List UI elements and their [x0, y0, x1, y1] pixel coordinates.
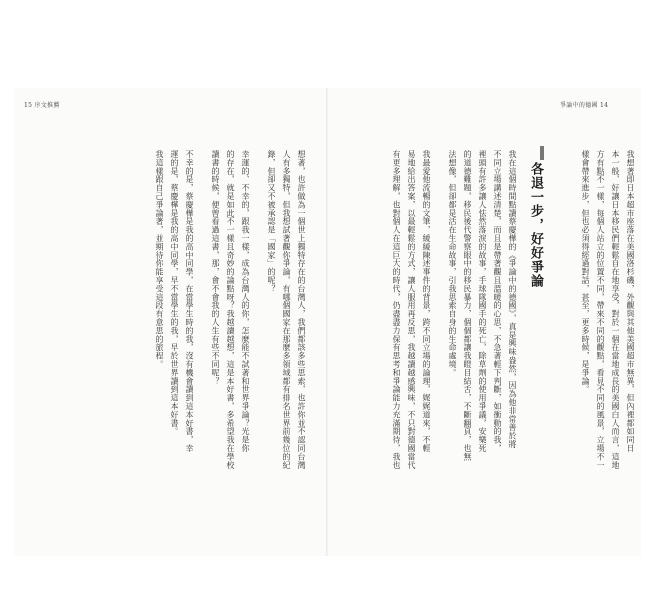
text-column: 讀書的時候，便曾看過這書，那，會不會我的人生有些不同呢？	[211, 150, 220, 386]
text-column: 樣會帶來進步，但也必須得經過對話，甚至，更多時候，是爭論。	[581, 150, 590, 394]
text-column: 的道德難題，移民後代警察眼中的移民暴力，個個都讓我瞪目結舌，不斷翻頁，也無	[463, 150, 472, 461]
text-column: 不同立場講述清楚，而且是帶著觀且溫暖的心思，不急著輕下判斷，如衝動的我，	[493, 150, 502, 453]
text-column: 我在這個時間點讀蔡慶樺的《爭論中的德國》，真是興味盎然，因為他非常善於將	[508, 150, 517, 449]
book-gutter	[326, 88, 328, 556]
paragraph-gap	[196, 150, 204, 455]
text-column: 有更多理解，也對個人在這巨大的時代，仍盡盡力保有思考和爭論能力充滿期待，我也	[392, 150, 401, 470]
text-column: 我最愛他流暢的文筆，緩緩陳述事件的背景，跨不同立場的論理，娓娓道來，不輕	[422, 150, 431, 453]
text-column: 的存在，就是如此不一樣且奇妙的論點呀？我越讀越想，這是本好書，多希望我在學校	[226, 150, 235, 470]
text-column: 方有點不一樣，每個人站立的位置不同，帶來不同的觀點，看見不同的風景，立場不一	[596, 150, 605, 470]
text-column: 本一般，好讓日本移民們輕鬆自在地享受，對於一個在當地成長的美國白人而言，這地	[611, 150, 620, 470]
right-running-head: 爭論中的德國 14	[560, 102, 609, 109]
heading-marker	[540, 146, 544, 160]
section-heading: 各退一步，好好爭論	[528, 162, 543, 288]
text-column: 不幸的是，蔡慶樺是我的高中同學，在當學生時的我，沒有機會讀到這本好書，幸	[185, 150, 194, 453]
right-page-intro	[572, 150, 635, 470]
text-column: 運的是，蔡慶樺是我的高中同學，早不當學生的我，早於世界讀到這本好書。	[170, 150, 179, 436]
text-column: 易地給出答案，以最輕鬆的方式，讓人服用再反思，我越讀越感興味，不只對德國當代	[407, 150, 416, 470]
text-column: 人有多獨特，但我想試著觀你爭論，有哪個國家在那麼多領域都有排名世界前幾位的紀	[282, 150, 291, 470]
text-column: 想著，也許做為一個世上獨特存在的台灣人，我們都該多些思索，也許你並不認同台灣	[297, 150, 306, 470]
text-column: 幸運的、不幸的，跟我一樣，成為台灣人的你，怎麼能不試著和世界爭論？光是你	[241, 150, 250, 453]
right-page-body	[356, 150, 517, 470]
text-column: 錄，但卻又不被承認是「國家」的呢？	[267, 150, 276, 293]
text-column: 法想像，但卻都是活在生命故事，引我思索自身的生命處境。	[448, 150, 457, 377]
paragraph-gap	[433, 150, 441, 455]
text-column: 我這樣跟自己爭論著，並期待你能享受這段有意思的旅程。	[155, 150, 164, 369]
left-page-text	[120, 150, 306, 470]
paragraph-gap	[252, 150, 260, 455]
text-column: 裡頭有許多讓人怯然落淚的故事，手球隊國手的死亡，除草劑的使用爭議，安樂死	[478, 150, 487, 453]
left-running-head: 15 序文推薦	[24, 102, 60, 109]
text-column: 我想著即日本超市座落在美國洛杉磯，外觀與其他美國超市無異，但內裡都如同日	[626, 150, 635, 453]
